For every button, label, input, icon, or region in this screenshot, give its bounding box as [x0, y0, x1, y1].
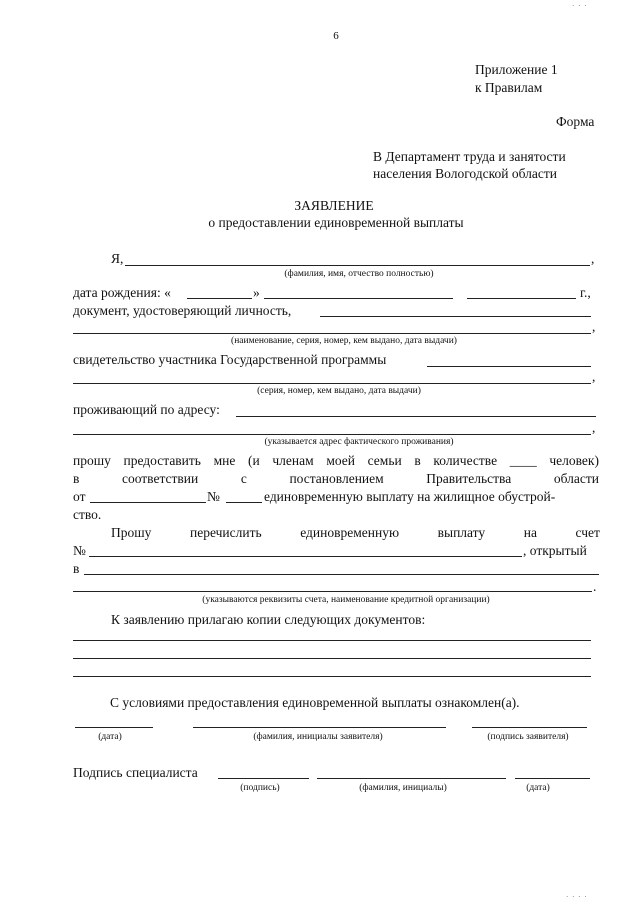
appendix-label: Приложение 1	[475, 62, 558, 77]
document-title: ЗАЯВЛЕНИЕ	[294, 198, 374, 213]
form-label: Форма	[556, 114, 595, 129]
word: членам	[272, 453, 314, 468]
address-hint: (указывается адрес фактического проживания)	[264, 437, 454, 447]
addressee-line-1: В Департамент труда и занятости	[373, 149, 566, 164]
attachments-label: К заявлению прилагаю копии следующих документов:	[111, 612, 426, 627]
bank-field[interactable]	[84, 574, 599, 575]
specialist-date-field[interactable]	[515, 778, 590, 779]
specialist-name-field[interactable]	[317, 778, 506, 779]
certificate-label: свидетельство участника Государственной программы	[73, 352, 387, 367]
word: мне	[213, 453, 236, 468]
word: соответствии	[121, 471, 199, 486]
certificate-field[interactable]	[427, 366, 591, 367]
bank-hint: (указываются реквизиты счета, наименование кредитной организации)	[202, 595, 490, 605]
bank-field-2[interactable]	[73, 591, 592, 592]
specialist-signature-hint: (подпись)	[240, 783, 280, 793]
applicant-signature-hint: (подпись заявителя)	[487, 732, 569, 742]
applicant-name-field[interactable]	[193, 727, 446, 728]
account-number-field[interactable]	[89, 556, 522, 557]
dob-label: дата рождения: «	[73, 285, 171, 300]
word: в	[73, 471, 80, 486]
word: единовременную	[300, 525, 400, 540]
request-line-3: единовременную выплату на жилищное обустрой-	[264, 489, 556, 504]
word: на	[523, 525, 537, 540]
id-doc-field-2[interactable]	[73, 333, 591, 334]
attachment-line-2[interactable]	[73, 658, 591, 659]
conditions-text: С условиями предоставления единовременной выплаты ознакомлен(а).	[110, 695, 520, 710]
rules-label: к Правилам	[475, 80, 543, 95]
address-label: проживающий по адресу:	[73, 402, 220, 417]
word: прошу	[73, 453, 111, 468]
attachment-line-3[interactable]	[73, 676, 591, 677]
word: области	[553, 471, 599, 486]
applicant-signature-field[interactable]	[472, 727, 587, 728]
applicant-date-field[interactable]	[75, 727, 153, 728]
dob-month-field[interactable]	[264, 298, 453, 299]
word: предоставить	[123, 453, 201, 468]
account-number-sign: №	[73, 543, 86, 558]
word: постановлением	[289, 471, 384, 486]
transfer-line	[111, 526, 600, 540]
opened-label: , открытый	[523, 543, 587, 558]
word: выплату	[437, 525, 486, 540]
number-sign: №	[207, 489, 220, 504]
addressee-line-2: населения Вологодской области	[373, 166, 557, 181]
word: (и	[248, 453, 260, 468]
word: количестве	[433, 453, 498, 468]
ya-label: Я,	[111, 251, 124, 266]
year-suffix: г.,	[580, 285, 591, 300]
scan-mark-top: · · ·	[572, 2, 588, 10]
certificate-comma: ,	[592, 369, 596, 384]
address-field-2[interactable]	[73, 434, 591, 435]
bank-period: .	[593, 579, 597, 594]
specialist-date-hint: (дата)	[526, 783, 550, 793]
specialist-label: Подпись специалиста	[73, 765, 198, 780]
word: Прошу	[111, 525, 152, 540]
certificate-field-2[interactable]	[73, 383, 591, 384]
specialist-name-hint: (фамилия, инициалы)	[359, 783, 447, 793]
fio-comma: ,	[591, 251, 595, 266]
id-doc-hint: (наименование, серия, номер, кем выдано, дата выдачи)	[231, 336, 457, 346]
request-line-1	[73, 454, 599, 468]
specialist-signature-field[interactable]	[218, 778, 309, 779]
dob-day-field[interactable]	[187, 298, 252, 299]
attachment-line-1[interactable]	[73, 640, 591, 641]
request-line-2	[73, 472, 599, 486]
word: в	[414, 453, 421, 468]
fio-field[interactable]	[125, 265, 590, 266]
word: человек)	[549, 453, 599, 468]
applicant-name-hint: (фамилия, инициалы заявителя)	[253, 732, 383, 742]
date-hint: (дата)	[98, 732, 122, 742]
certificate-hint: (серия, номер, кем выдано, дата выдачи)	[257, 386, 421, 396]
word: перечислить	[189, 525, 262, 540]
document-subtitle: о предоставлении единовременной выплаты	[208, 215, 464, 230]
word: с	[240, 471, 247, 486]
address-comma: ,	[592, 420, 596, 435]
resolution-date-field[interactable]	[90, 502, 206, 503]
word: моей	[326, 453, 355, 468]
id-doc-field[interactable]	[320, 316, 591, 317]
dob-quote: »	[253, 285, 260, 300]
fio-hint: (фамилия, имя, отчество полностью)	[284, 269, 434, 279]
word: семьи	[367, 453, 402, 468]
family-count-field[interactable]: ____	[509, 453, 537, 468]
word: счет	[575, 525, 600, 540]
address-field[interactable]	[236, 416, 596, 417]
in-label: в	[73, 561, 80, 576]
request-line-4: ство.	[73, 507, 102, 522]
id-doc-label: документ, удостоверяющий личность,	[73, 303, 292, 318]
scan-mark-bottom: · · · ·	[566, 893, 588, 901]
id-doc-comma: ,	[592, 319, 596, 334]
page-number: 6	[333, 30, 339, 42]
resolution-number-field[interactable]	[226, 502, 262, 503]
word: Правительства	[426, 471, 512, 486]
from-label: от	[73, 489, 86, 504]
dob-year-field[interactable]	[467, 298, 576, 299]
